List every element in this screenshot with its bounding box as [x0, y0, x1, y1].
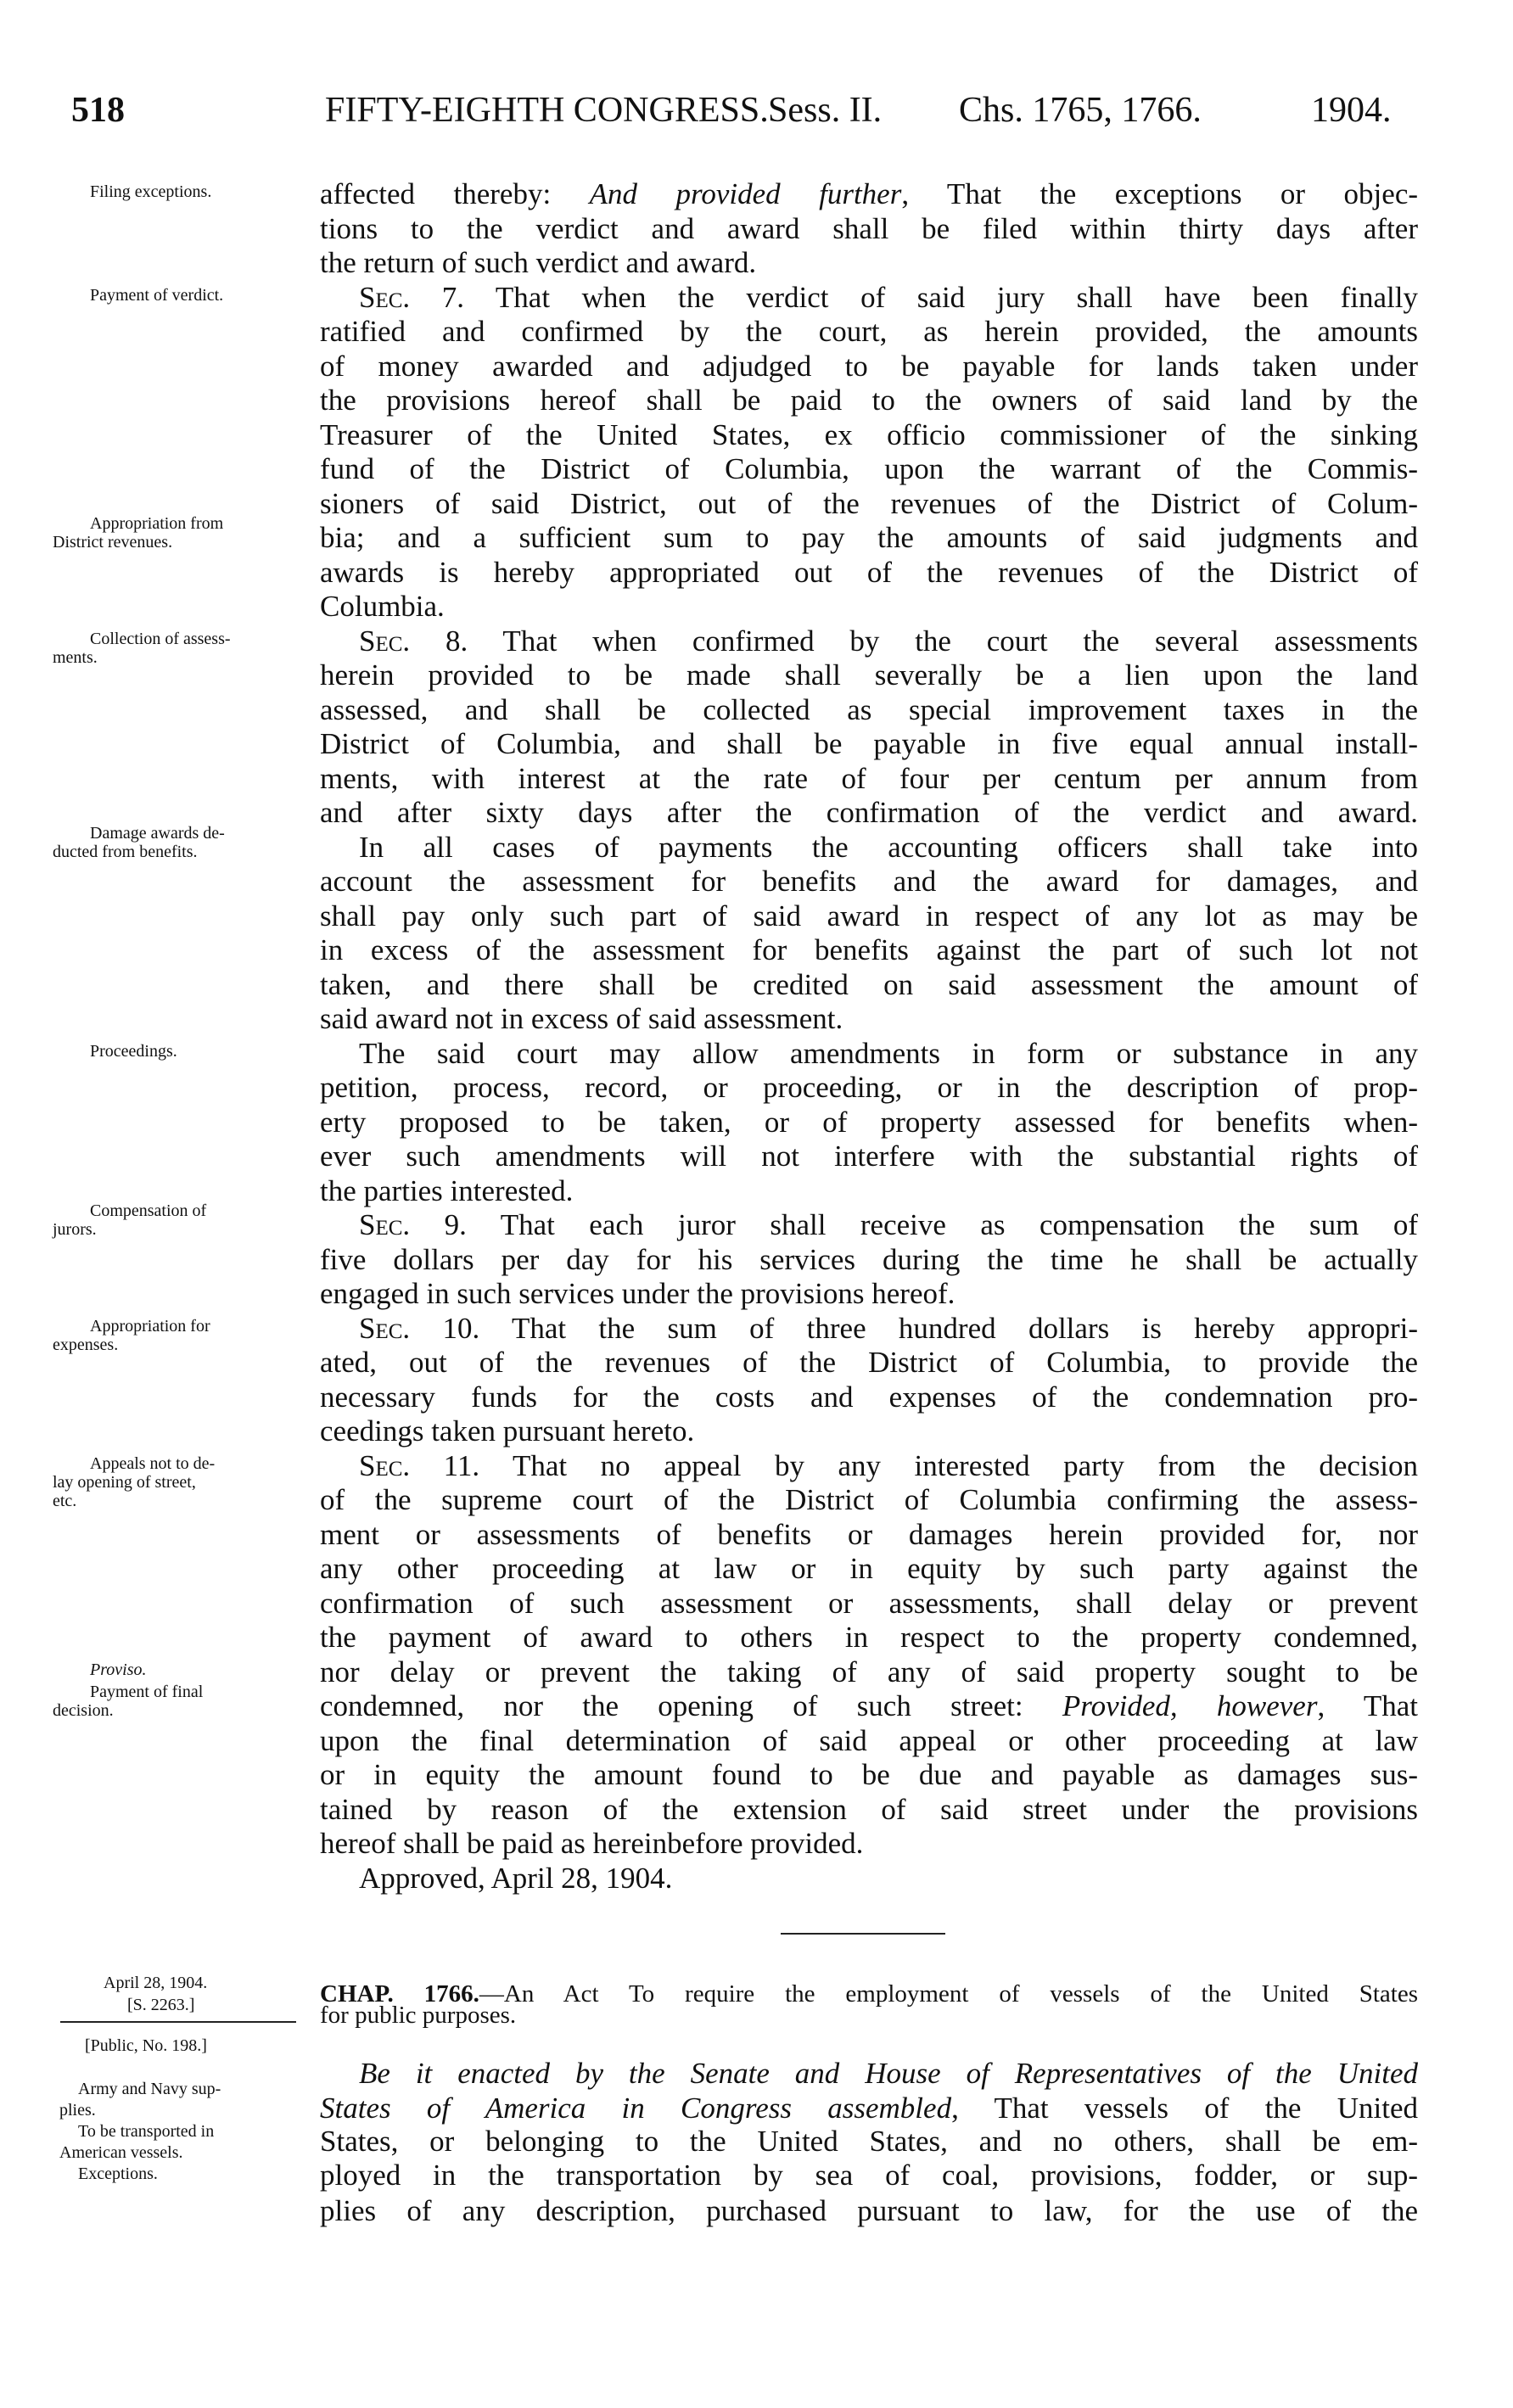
margin-note-line: Payment of verdict.	[90, 285, 224, 305]
text-segment: of money awarded and adjudged to be payable for lands taken under	[320, 349, 1418, 383]
text-segment: tions to the verdict and award shall be filed within thirty days after	[320, 211, 1418, 245]
chapter-label: CHAP. 1766.	[320, 1980, 479, 2008]
body-line	[320, 727, 1418, 761]
margin-note	[53, 1683, 294, 1720]
body-line	[320, 1827, 1418, 1861]
body-line	[320, 1793, 1418, 1827]
body-line	[320, 1174, 1418, 1208]
body-line	[320, 177, 1418, 211]
body-line	[320, 350, 1418, 384]
body-line: States, or belonging to the United States, and no others, shall be em-	[320, 2125, 1418, 2158]
margin-note	[53, 824, 294, 861]
text-segment: the payment of award to others in respect to the property condemned,	[320, 1621, 1418, 1654]
italic-segment: And provided further	[589, 177, 902, 210]
text-segment: of the supreme court of the District of Columbia confirming the assess-	[320, 1483, 1418, 1516]
text-segment: ment or assessments of benefits or damages herein provided for, nor	[320, 1517, 1418, 1551]
body-line	[320, 1758, 1418, 1792]
margin-note-line: Proviso.	[90, 1660, 147, 1679]
body-line	[320, 590, 1418, 624]
text-segment: upon the final determination of said appeal or other proceeding at law	[320, 1723, 1418, 1757]
year: 1904.	[1311, 91, 1392, 130]
body-line	[320, 1277, 1418, 1311]
text-segment: . 11. That no appeal by any interested party from the decision	[402, 1448, 1418, 1482]
body-line	[359, 1037, 1418, 1071]
margin-note-line: ments.	[53, 647, 98, 667]
body-line	[320, 1621, 1418, 1655]
body-line	[359, 831, 1418, 865]
margin-note	[53, 1660, 294, 1679]
body-line	[320, 1414, 1418, 1448]
chapter-title-cont: for public purposes.	[320, 2002, 517, 2029]
body-line	[359, 1449, 1418, 1483]
text-segment: ated, out of the revenues of the District of Columbia, to provide the	[320, 1346, 1418, 1379]
text-segment: shall pay only such part of said award in respect of any lot as may be	[320, 899, 1418, 932]
body-line	[320, 521, 1418, 555]
session: Sess. II.	[768, 91, 883, 130]
text-segment: bia; and a sufficient sum to pay the amounts of said judgments and	[320, 521, 1418, 554]
chapters: Chs. 1765, 1766.	[959, 91, 1202, 130]
text-segment: sioners of said District, out of the revenues of the District of Colum-	[320, 486, 1418, 520]
margin-note	[53, 514, 294, 552]
body-line	[320, 2092, 1418, 2125]
text-segment: account the assessment for benefits and the award for damages, and	[320, 865, 1418, 898]
margin-note-line: decision.	[53, 1701, 114, 1720]
text-segment: the return of such verdict and award.	[320, 246, 757, 279]
margin-note-line: Damage awards de-	[90, 823, 225, 843]
margin-public-number: [Public, No. 198.]	[85, 2036, 207, 2055]
body-line	[320, 1655, 1418, 1689]
margin-note-transported: To be transported in	[78, 2122, 215, 2141]
margin-note-army-navy-cont: plies.	[59, 2101, 96, 2120]
enacting-clause: Be it enacted by the Senate and House of Representatives of the United	[359, 2057, 1418, 2090]
text-segment: tained by reason of the extension of said street under the provisions	[320, 1792, 1418, 1826]
text-segment: ceedings taken pursuant hereto.	[320, 1414, 695, 1448]
text-segment: ever such amendments will not interfere with the substantial rights of	[320, 1140, 1418, 1173]
text-segment: or in equity the amount found to be due and payable as damages sus-	[320, 1758, 1418, 1791]
text-segment: Sec	[359, 1208, 403, 1241]
body-line	[320, 865, 1418, 899]
text-segment: assessed, and shall be collected as special improvement taxes in the	[320, 692, 1418, 726]
text-segment: . 9. That each juror shall receive as compensation the sum of	[402, 1208, 1418, 1241]
body-line	[359, 1208, 1418, 1242]
body-line	[320, 899, 1418, 933]
text-segment: erty proposed to be taken, or of property assessed for benefits when-	[320, 1105, 1418, 1139]
text-segment: the parties interested.	[320, 1173, 574, 1207]
body-line	[320, 418, 1418, 452]
body-line	[320, 246, 1418, 280]
text-segment: condemned, nor the opening of such street:	[320, 1689, 1062, 1722]
text-segment: the provisions hereof shall be paid to the owners of said land by the	[320, 384, 1418, 417]
margin-note-line: Proceedings.	[90, 1041, 177, 1061]
text-segment: . 8. That when confirmed by the court the several assessments	[402, 624, 1418, 658]
margin-date: April 28, 1904.	[104, 1974, 208, 1992]
text-segment: engaged in such services under the provisions hereof.	[320, 1277, 955, 1310]
text-segment: awards is hereby appropriated out of the revenues of the District of	[320, 555, 1418, 589]
body-line	[320, 658, 1418, 692]
text-segment: Sec	[359, 280, 403, 314]
text-segment: The said court may allow amendments in form or substance in any	[359, 1036, 1418, 1070]
margin-note	[53, 1317, 294, 1354]
margin-note	[53, 286, 294, 305]
margin-bill-number: [S. 2263.]	[127, 1996, 195, 2014]
text-segment: Sec	[359, 1448, 403, 1482]
body-line	[320, 968, 1418, 1002]
body-line	[320, 452, 1418, 486]
body-line	[320, 487, 1418, 521]
enacting-clause-cont: States of America in Congress assembled	[320, 2092, 952, 2125]
page-number: 518	[71, 91, 125, 130]
margin-note	[53, 1454, 294, 1510]
text-segment: , That vessels of the United	[951, 2092, 1418, 2125]
margin-note	[53, 630, 294, 667]
margin-note-army-navy: Army and Navy sup-	[78, 2080, 221, 2098]
text-segment: Columbia.	[320, 590, 445, 623]
text-segment: petition, process, record, or proceeding, or in the description of prop-	[320, 1071, 1418, 1104]
section-divider	[781, 1933, 945, 1935]
margin-note	[53, 1042, 294, 1061]
body-line	[320, 556, 1418, 590]
body-line	[320, 1071, 1418, 1105]
margin-note-line: Appropriation from	[90, 514, 224, 533]
text-segment: hereof shall be paid as hereinbefore provided.	[320, 1827, 864, 1860]
body-line	[320, 1243, 1418, 1277]
margin-note-line: Appeals not to de-	[90, 1453, 216, 1473]
margin-rule	[60, 2021, 296, 2023]
margin-note-line: Filing exceptions.	[90, 182, 212, 201]
margin-note-exceptions: Exceptions.	[78, 2164, 158, 2183]
margin-note-line: Collection of assess-	[90, 629, 231, 648]
text-segment: fund of the District of Columbia, upon the warrant of the Commis-	[320, 452, 1418, 485]
body-line	[320, 933, 1418, 967]
text-segment: five dollars per day for his services during the time he shall be actually	[320, 1242, 1418, 1276]
margin-note	[53, 182, 294, 201]
text-segment: , That	[1317, 1689, 1418, 1722]
body-line	[320, 1106, 1418, 1140]
text-segment: , That the exceptions or objec-	[901, 177, 1419, 210]
enacting-clause-line	[359, 2057, 1418, 2091]
body-line	[320, 693, 1418, 727]
text-segment: ments, with interest at the rate of four per centum per annum from	[320, 761, 1418, 795]
text-segment: . 10. That the sum of three hundred dollars is hereby appropri-	[402, 1311, 1418, 1345]
body-line	[320, 212, 1418, 246]
margin-note-transported-cont: American vessels.	[59, 2143, 183, 2162]
margin-note-line: Payment of final	[90, 1683, 204, 1701]
body-line	[320, 1552, 1418, 1586]
text-segment: taken, and there shall be credited on said assessment the amount of	[320, 967, 1418, 1001]
body-line	[359, 1862, 1418, 1896]
margin-note-line: expenses.	[53, 1335, 119, 1354]
text-segment: necessary funds for the costs and expenses of the condemnation pro-	[320, 1380, 1418, 1414]
margin-note-line: lay opening of street,	[53, 1472, 196, 1492]
text-segment: said award not in excess of said assessment.	[320, 1002, 843, 1035]
body-line	[359, 1312, 1418, 1346]
text-segment: ratified and confirmed by the court, as herein provided, the amounts	[320, 315, 1418, 348]
body-line	[320, 315, 1418, 349]
body-line	[320, 796, 1418, 830]
body-line	[320, 1380, 1418, 1414]
body-line	[320, 1002, 1418, 1036]
margin-note-line: jurors.	[53, 1220, 97, 1239]
text-segment: Sec	[359, 1311, 403, 1345]
margin-note-line: ducted from benefits.	[53, 842, 198, 861]
body-line	[320, 1140, 1418, 1173]
text-segment: herein provided to be made shall severally be a lien upon the land	[320, 658, 1418, 692]
congress-title: FIFTY-EIGHTH CONGRESS.	[325, 91, 769, 130]
body-line	[359, 624, 1418, 658]
text-segment: in excess of the assessment for benefits against the part of such lot not	[320, 933, 1418, 966]
text-segment: any other proceeding at law or in equity by such party against the	[320, 1552, 1418, 1585]
text-segment: District of Columbia, and shall be payable in five equal annual install-	[320, 727, 1418, 760]
text-segment: . 7. That when the verdict of said jury shall have been finally	[402, 280, 1418, 314]
body-line	[320, 1483, 1418, 1517]
margin-note-line: etc.	[53, 1491, 77, 1510]
body-line: ployed in the transportation by sea of coal, provisions, fodder, or sup-	[320, 2159, 1418, 2192]
body-line	[320, 762, 1418, 796]
text-segment: In all cases of payments the accounting officers shall take into	[359, 830, 1418, 864]
margin-note-line: Compensation of	[90, 1201, 207, 1220]
body-line: plies of any description, purchased pursuant to law, for the use of the	[320, 2194, 1418, 2227]
margin-note	[53, 1201, 294, 1239]
italic-segment: Provided, however	[1062, 1689, 1318, 1722]
body-line	[320, 1346, 1418, 1380]
body-line	[320, 1518, 1418, 1552]
body-line	[359, 281, 1418, 315]
body-line	[320, 1587, 1418, 1621]
text-segment: Treasurer of the United States, ex officio commissioner of the sinking	[320, 417, 1418, 451]
body-line	[320, 1724, 1418, 1758]
body-line	[320, 384, 1418, 417]
margin-note-line: Appropriation for	[90, 1316, 210, 1336]
text-segment: Sec	[359, 624, 403, 658]
text-segment: confirmation of such assessment or assessments, shall delay or prevent	[320, 1586, 1418, 1620]
chapter-title: —An Act To require the employment of vessels of the United States	[479, 1980, 1419, 2008]
body-line	[320, 1689, 1418, 1723]
margin-note-line: District revenues.	[53, 533, 173, 552]
text-segment: affected thereby:	[320, 177, 590, 210]
text-segment: and after sixty days after the confirmation of the verdict and award.	[320, 796, 1418, 829]
text-segment: nor delay or prevent the taking of any of said property sought to be	[320, 1655, 1418, 1688]
text-segment: Approved, April 28, 1904.	[359, 1861, 673, 1895]
